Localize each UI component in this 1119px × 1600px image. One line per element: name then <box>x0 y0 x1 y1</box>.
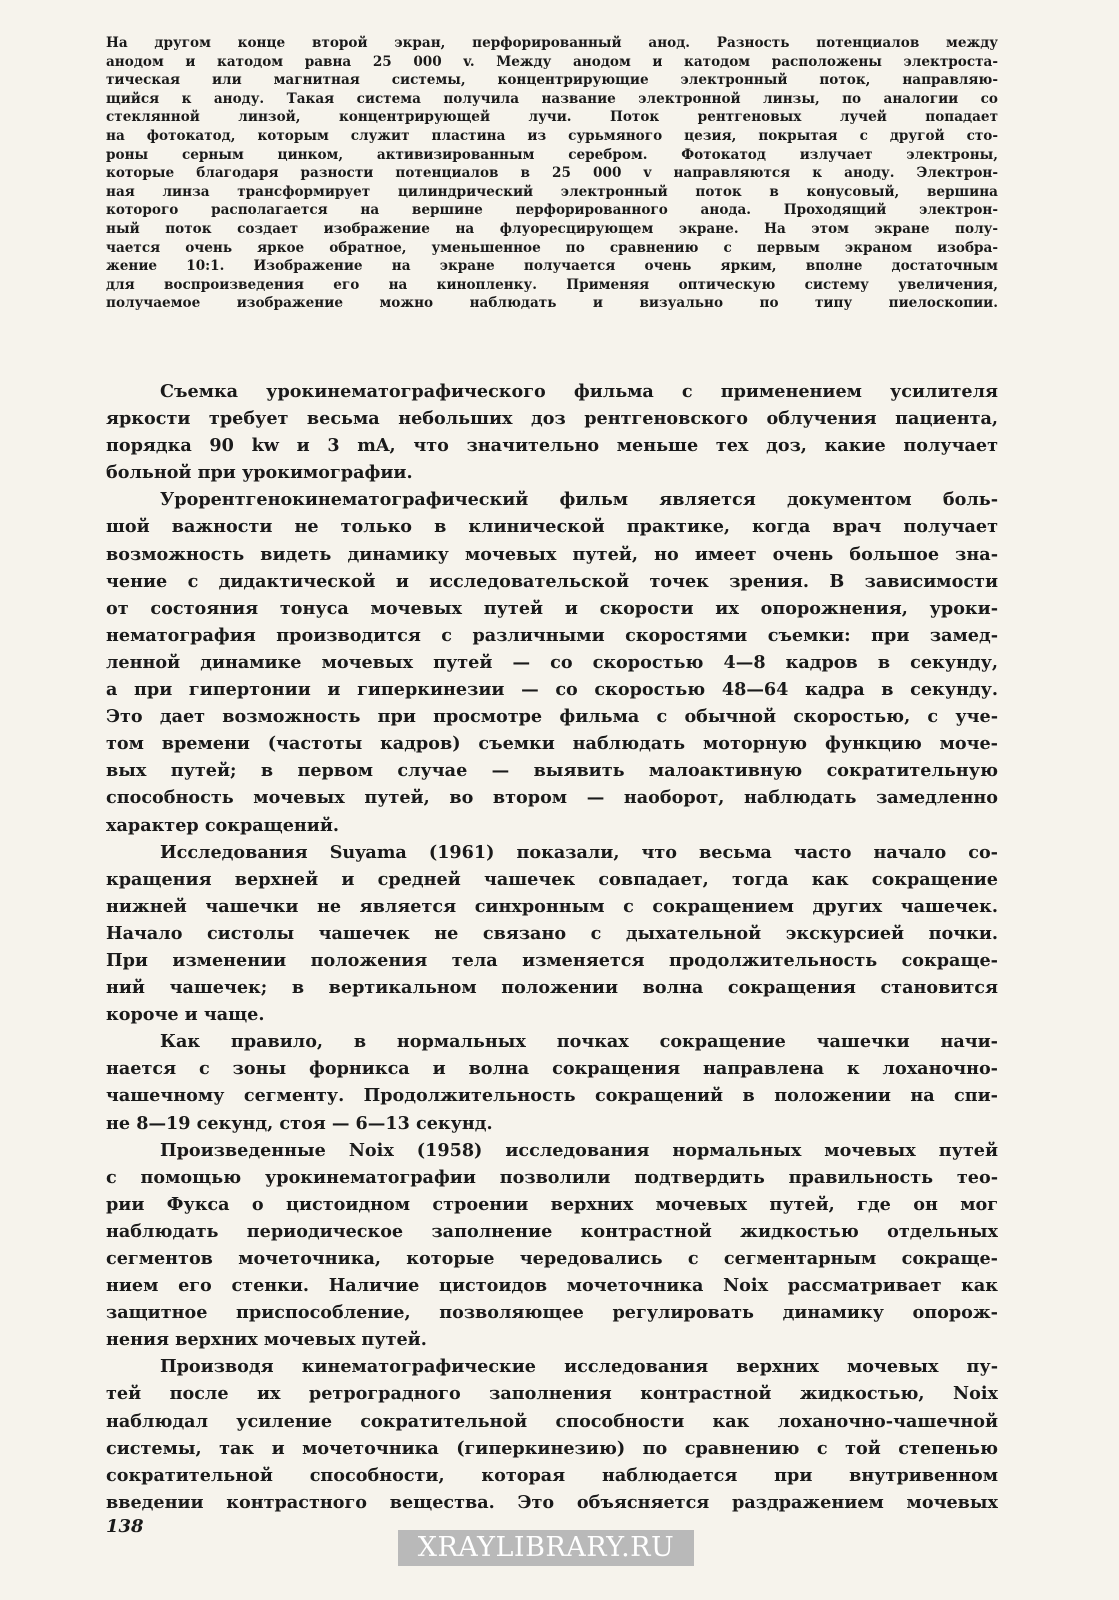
text-line: Производя кинематографические исследования верхних мочевых пу- <box>160 1356 998 1378</box>
text-line: нием его стенки. Наличие цистоидов мочеточника Noix рассматривает как <box>106 1275 998 1297</box>
text-line: наблюдать периодическое заполнение контрастной жидкостью отдельных <box>106 1220 998 1242</box>
text-line: тей после их ретроградного заполнения контрастной жидкостью, Noix <box>106 1383 998 1405</box>
text-line: нения верхних мочевых путей. <box>106 1329 427 1351</box>
text-line: Это дает возможность при просмотре фильма с обычной скоростью, с уче- <box>106 706 998 728</box>
text-line: Как правило, в нормальных почках сокращение чашечки начи- <box>160 1031 998 1053</box>
text-line: анодом и катодом равна 25 000 v. Между анодом и катодом расположены электроста- <box>106 53 998 70</box>
text-line: роны серным цинком, активизированным серебром. Фотокатод излучает электроны, <box>106 146 998 163</box>
text-line: ний чашечек; в вертикальном положении волна сокращения становится <box>106 977 998 999</box>
text-line: том времени (частоты кадров) съемки наблюдать моторную функцию моче- <box>106 733 998 755</box>
text-line: чение с дидактической и исследовательской точек зрения. В зависимости <box>106 570 998 592</box>
text-line: Съемка урокинематографического фильма с применением усилителя <box>160 381 998 402</box>
text-line: кращения верхней и средней чашечек совпадает, тогда как сокращение <box>106 868 998 890</box>
text-line: которого располагается на вершине перфорированного анода. Проходящий электрон- <box>106 202 998 219</box>
text-line: сегментов мочеточника, которые чередовались с сегментарным сокраще- <box>106 1248 998 1269</box>
text-line: тическая или магнитная системы, концентрирующие электронный поток, направляю- <box>106 72 998 89</box>
text-line: ленной динамике мочевых путей — со скоростью 4—8 кадров в секунду, <box>106 651 998 673</box>
text-line: чашечному сегменту. Продолжительность сокращений в положении на спи- <box>106 1085 998 1107</box>
watermark: XRAYLIBRARY.RU <box>398 1530 694 1566</box>
text-line: Исследования Suyama (1961) показали, что весьма часто начало со- <box>160 841 998 863</box>
small-print-paragraph <box>106 34 998 313</box>
text-line: рии Фукса о цистоидном строении верхних мочевых путей, где он мог <box>106 1193 998 1215</box>
text-line: больной при урокимографии. <box>106 462 413 484</box>
text-line: вых путей; в первом случае — выявить малоактивную сократительную <box>106 760 998 782</box>
text-line: При изменении положения тела изменяется продолжительность сокраще- <box>106 949 998 971</box>
text-line: Произведенные Noix (1958) исследования нормальных мочевых путей <box>160 1139 998 1161</box>
text-line: щийся к аноду. Такая система получила название электронной линзы, по аналогии со <box>106 90 998 107</box>
text-line: наблюдал усиление сократительной способности как лоханочно-чашечной <box>106 1410 998 1432</box>
text-line: на фотокатод, которым служит пластина из сурьмяного цезия, покрытая с другой сто- <box>106 127 998 144</box>
text-line: Урорентгенокинематографический фильм является документом боль- <box>160 489 998 511</box>
text-line: короче и чаще. <box>106 1004 265 1026</box>
text-line: введении контрастного вещества. Это объясняется раздражением мочевых <box>106 1491 998 1513</box>
text-line: которые благодаря разности потенциалов в 25 000 v направляются к аноду. Электрон- <box>106 165 998 182</box>
text-line: для воспроизведения его на кинопленку. Применяя оптическую систему увеличения, <box>106 276 998 293</box>
page-number: 138 <box>106 1516 144 1537</box>
text-line: шой важности не только в клинической практике, когда врач получает <box>106 516 998 538</box>
text-line: способность мочевых путей, во втором — наоборот, наблюдать замедленно <box>106 787 998 809</box>
text-line: с помощью урокинематографии позволили подтвердить правильность тео- <box>106 1166 998 1188</box>
text-line: защитное приспособление, позволяющее регулировать динамику опорож- <box>106 1302 998 1324</box>
text-line: возможность видеть динамику мочевых путей, но имеет очень большое зна- <box>106 543 998 565</box>
text-line: жение 10:1. Изображение на экране получается очень ярким, вполне достаточным <box>106 258 998 275</box>
text-line: нематография производится с различными скоростями съемки: при замед- <box>106 624 998 646</box>
text-line: нается с зоны форникса и волна сокращения направлена к лоханочно- <box>106 1058 998 1080</box>
text-line: нижней чашечки не является синхронным с сокращением других чашечек. <box>106 895 998 917</box>
text-line: Начало систолы чашечек не связано с дыхательной экскурсией почки. <box>106 922 998 944</box>
text-line: получаемое изображение можно наблюдать и визуально по типу пиелоскопии. <box>106 295 998 312</box>
text-line: порядка 90 kw и 3 mA, что значительно меньше тех доз, какие получает <box>106 435 998 457</box>
text-line: от состояния тонуса мочевых путей и скорости их опорожнения, уроки- <box>106 597 998 619</box>
text-line: сократительной способности, которая наблюдается при внутривенном <box>106 1464 998 1486</box>
text-line: характер сокращений. <box>106 814 340 836</box>
text-line: стеклянной линзой, концентрирующей лучи. Поток рентгеновых лучей попадает <box>106 109 998 126</box>
text-line: чается очень яркое обратное, уменьшенное по сравнению с первым экраном изобра- <box>106 239 998 256</box>
text-line: системы, так и мочеточника (гиперкинезию) по сравнению с той степенью <box>106 1437 998 1459</box>
main-body-text <box>106 378 998 1516</box>
text-line: а при гипертонии и гиперкинезии — со скоростью 48—64 кадра в секунду. <box>106 679 998 701</box>
text-line: не 8—19 секунд, стоя — 6—13 секунд. <box>106 1112 493 1134</box>
text-line: ная линза трансформирует цилиндрический электронный поток в конусовый, вершина <box>106 183 998 200</box>
text-line: На другом конце второй экран, перфорированный анод. Разность потенциалов между <box>106 35 998 51</box>
text-line: ный поток создает изображение на флуоресцирующем экране. На этом экране полу- <box>106 220 998 237</box>
text-line: яркости требует весьма небольших доз рентгеновского облучения пациента, <box>106 408 998 430</box>
